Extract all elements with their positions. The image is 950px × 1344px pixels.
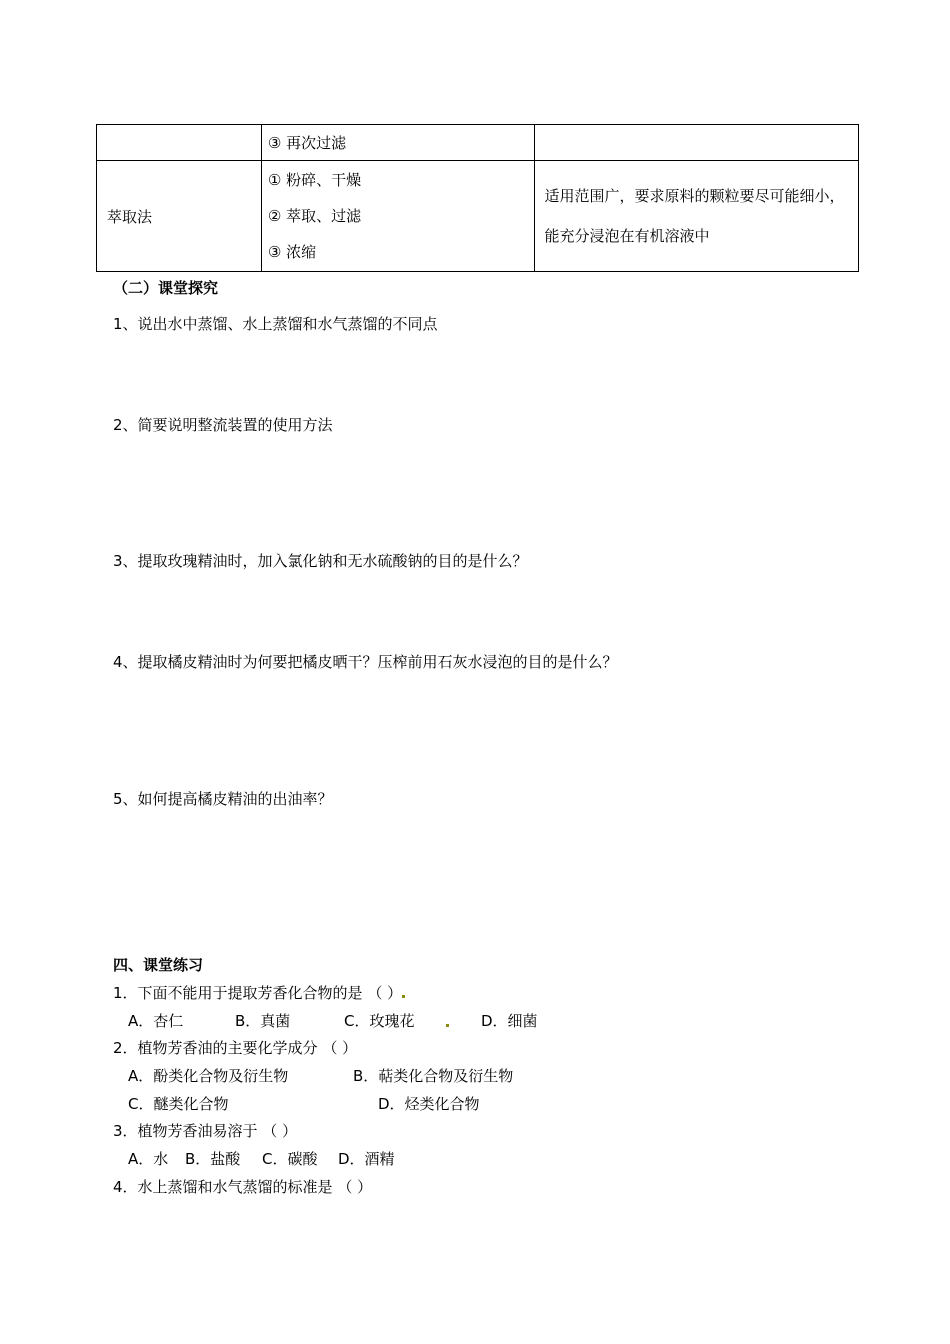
advantage-cell: 适用范围广，要求原料的颗粒要尽可能细小，能充分浸泡在有机溶液中 — [535, 161, 859, 272]
option-c: C．玫瑰花 — [344, 1012, 415, 1030]
question-stem-text: 1．下面不能用于提取芳香化合物的是 （ ） — [113, 984, 403, 1002]
question-stem — [113, 982, 405, 1003]
option-a: A．水 — [128, 1150, 169, 1168]
option-b: B．盐酸 — [185, 1150, 241, 1168]
exploration-question: 5、如何提高橘皮精油的出油率？ — [113, 790, 333, 808]
option-d: D．酒精 — [338, 1150, 395, 1168]
method-cell: 萃取法 — [97, 161, 262, 272]
mark-dot — [446, 1024, 449, 1027]
option-c: C．碳酸 — [262, 1150, 318, 1168]
option-c: C．醚类化合物 — [128, 1095, 229, 1113]
exploration-question: 3、提取玫瑰精油时，加入氯化钠和无水硫酸钠的目的是什么？ — [113, 552, 528, 570]
extraction-method-table — [96, 124, 859, 272]
question-stem: 4．水上蒸馏和水气蒸馏的标准是 （ ） — [113, 1178, 373, 1196]
step-item: ① 粉碎、干燥 — [267, 171, 362, 189]
exploration-heading: （二）课堂探究 — [113, 279, 219, 297]
steps-cell — [261, 125, 535, 161]
advantage-cell — [535, 125, 859, 161]
step-item: ③ 浓缩 — [267, 243, 317, 261]
option-b: B．萜类化合物及衍生物 — [353, 1067, 514, 1085]
option-d: D．烃类化合物 — [378, 1095, 480, 1113]
exploration-question: 4、提取橘皮精油时为何要把橘皮晒干？压榨前用石灰水浸泡的目的是什么？ — [113, 653, 618, 671]
option-a: A．酚类化合物及衍生物 — [128, 1067, 289, 1085]
practice-heading: 四、课堂练习 — [113, 956, 204, 974]
table-row — [97, 161, 859, 272]
exploration-question: 2、简要说明整流装置的使用方法 — [113, 416, 333, 434]
question-stem: 3．植物芳香油易溶于 （ ） — [113, 1122, 298, 1140]
method-cell — [97, 125, 262, 161]
step-item: ② 萃取、过滤 — [267, 207, 362, 225]
question-stem: 2．植物芳香油的主要化学成分 （ ） — [113, 1039, 358, 1057]
option-b: B．真菌 — [235, 1012, 291, 1030]
exploration-question: 1、说出水中蒸馏、水上蒸馏和水气蒸馏的不同点 — [113, 315, 438, 333]
table-row — [97, 125, 859, 161]
step-item: ③ 再次过滤 — [267, 133, 347, 152]
steps-cell — [261, 161, 535, 272]
option-d: D．细菌 — [481, 1012, 538, 1030]
mark-dot — [402, 995, 405, 998]
option-a: A．杏仁 — [128, 1012, 184, 1030]
